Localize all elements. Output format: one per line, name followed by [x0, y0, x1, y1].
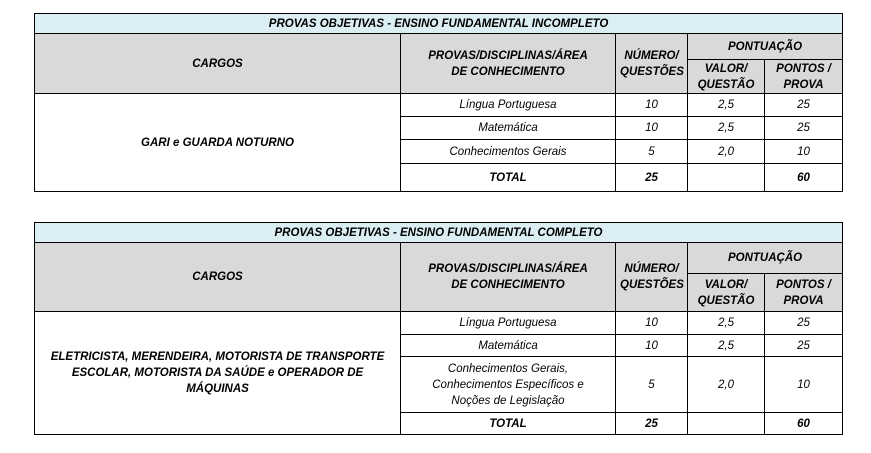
total-numero: 25 [616, 413, 688, 435]
header-pontuacao: PONTUAÇÃO [688, 34, 843, 60]
table-row [35, 312, 843, 335]
cargo-cell: ELETRICISTA, MERENDEIRA, MOTORISTA DE TRANSPORTE ESCOLAR, MOTORISTA DA SAÚDE e OPERADOR DE MÁQUINAS [35, 312, 401, 435]
disciplina: Conhecimentos Gerais [401, 140, 616, 164]
numero: 5 [616, 140, 688, 164]
total-valor-empty [688, 413, 765, 435]
table-title: PROVAS OBJETIVAS - ENSINO FUNDAMENTAL COMPLETO [35, 223, 843, 243]
numero: 10 [616, 94, 688, 117]
table-row [35, 94, 843, 117]
disciplina: Matemática [401, 335, 616, 357]
disciplina: Língua Portuguesa [401, 312, 616, 335]
pontos: 25 [765, 335, 843, 357]
header-pontos: PONTOS / PROVA [765, 60, 843, 94]
cargo-cell: GARI e GUARDA NOTURNO [35, 94, 401, 192]
pontos: 25 [765, 312, 843, 335]
pontos: 25 [765, 117, 843, 140]
header-numero: NÚMERO/ QUESTÕES [616, 34, 688, 94]
numero: 10 [616, 335, 688, 357]
total-pontos: 60 [765, 413, 843, 435]
header-numero: NÚMERO/ QUESTÕES [616, 243, 688, 312]
table-fundamental-incompleto [34, 13, 843, 192]
header-cargos: CARGOS [35, 34, 401, 94]
header-cargos: CARGOS [35, 243, 401, 312]
total-label: TOTAL [401, 413, 616, 435]
disciplina: Língua Portuguesa [401, 94, 616, 117]
disciplina: Conhecimentos Gerais, Conhecimentos Específicos e Noções de Legislação [401, 357, 616, 413]
total-valor-empty [688, 164, 765, 192]
numero: 10 [616, 117, 688, 140]
valor: 2,5 [688, 335, 765, 357]
total-numero: 25 [616, 164, 688, 192]
total-pontos: 60 [765, 164, 843, 192]
header-provas: PROVAS/DISCIPLINAS/ÁREA DE CONHECIMENTO [401, 34, 616, 94]
header-pontuacao: PONTUAÇÃO [688, 243, 843, 274]
numero: 10 [616, 312, 688, 335]
valor: 2,5 [688, 312, 765, 335]
table-fundamental-completo [34, 222, 843, 435]
valor: 2,5 [688, 117, 765, 140]
header-provas: PROVAS/DISCIPLINAS/ÁREA DE CONHECIMENTO [401, 243, 616, 312]
pontos: 10 [765, 140, 843, 164]
valor: 2,0 [688, 140, 765, 164]
table-title: PROVAS OBJETIVAS - ENSINO FUNDAMENTAL INCOMPLETO [35, 14, 843, 34]
valor: 2,0 [688, 357, 765, 413]
disciplina: Matemática [401, 117, 616, 140]
header-pontos: PONTOS / PROVA [765, 274, 843, 312]
header-valor: VALOR/ QUESTÃO [688, 274, 765, 312]
total-label: TOTAL [401, 164, 616, 192]
pontos: 25 [765, 94, 843, 117]
valor: 2,5 [688, 94, 765, 117]
numero: 5 [616, 357, 688, 413]
pontos: 10 [765, 357, 843, 413]
header-valor: VALOR/ QUESTÃO [688, 60, 765, 94]
